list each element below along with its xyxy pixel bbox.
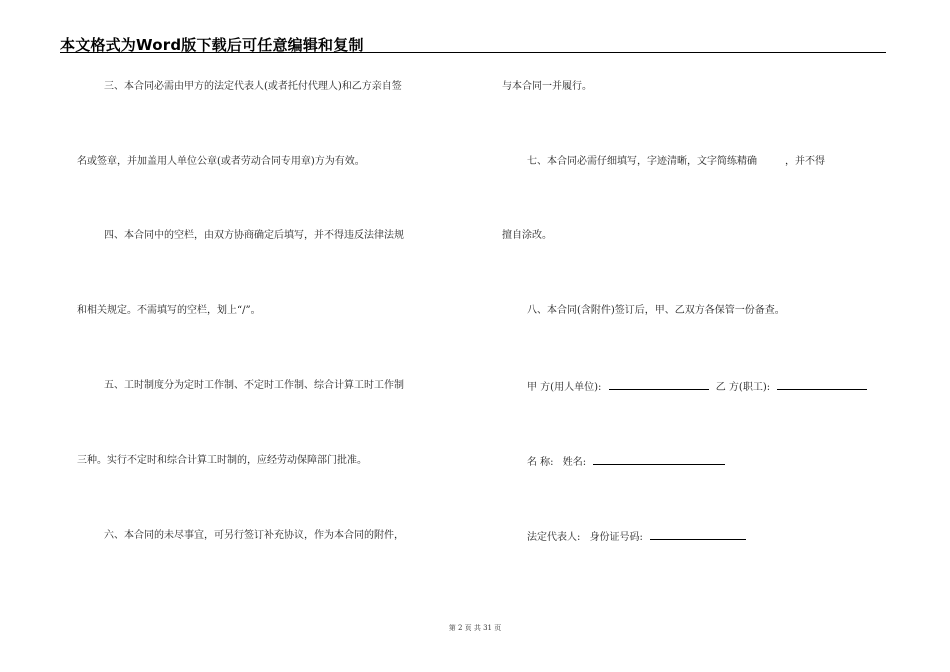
party-b-label: 乙 方(职工): [715, 382, 771, 393]
right-line-3: 擅自涂改。 [502, 230, 552, 241]
party-a-field[interactable] [609, 380, 709, 390]
left-line-2: 名或签章，并加盖用人单位公章(或者劳动合同专用章)方为有效。 [77, 156, 365, 167]
id-number-field[interactable] [650, 530, 746, 540]
party-b-field[interactable] [777, 380, 867, 390]
left-line-4: 和相关规定。不需填写的空栏，划上“/”。 [77, 305, 261, 316]
legal-rep-label: 法定代表人: [527, 532, 581, 543]
header-rule [60, 52, 886, 53]
party-signature-row [527, 380, 867, 394]
left-line-1: 三、本合同必需由甲方的法定代表人(或者托付代理人)和乙方亲自签 [104, 81, 402, 92]
right-line-2-tail: ，并不得 [785, 156, 825, 167]
right-line-2 [527, 156, 825, 168]
id-number-label: 身份证号码: [589, 532, 643, 543]
name-row [527, 455, 725, 469]
left-line-5: 五、工时制度分为定时工作制、不定时工作制、综合计算工时工作制 [104, 380, 404, 391]
left-line-3: 四、本合同中的空栏，由双方协商确定后填写，并不得违反法律法规 [104, 230, 404, 241]
right-line-2-text: 七、本合同必需仔细填写，字迹清晰，文字简练精确 [527, 156, 757, 167]
right-line-1: 与本合同一并履行。 [502, 81, 592, 92]
person-name-label: 姓名: [562, 457, 587, 468]
left-line-6: 三种。实行不定时和综合计算工时制的，应经劳动保障部门批准。 [77, 455, 367, 466]
right-line-4: 八、本合同(含附件)签订后，甲、乙双方各保管一份备查。 [527, 305, 785, 316]
page-header: 本文格式为Word版下载后可任意编辑和复制 [60, 36, 364, 54]
party-a-label: 甲 方(用人单位): [527, 382, 602, 393]
company-name-label: 名 称: [527, 457, 554, 468]
legal-rep-row [527, 530, 746, 544]
person-name-field[interactable] [593, 455, 725, 465]
left-line-7: 六、本合同的未尽事宜，可另行签订补充协议，作为本合同的附件， [104, 530, 404, 541]
page-footer: 第 2 页 共 31 页 [448, 624, 502, 632]
